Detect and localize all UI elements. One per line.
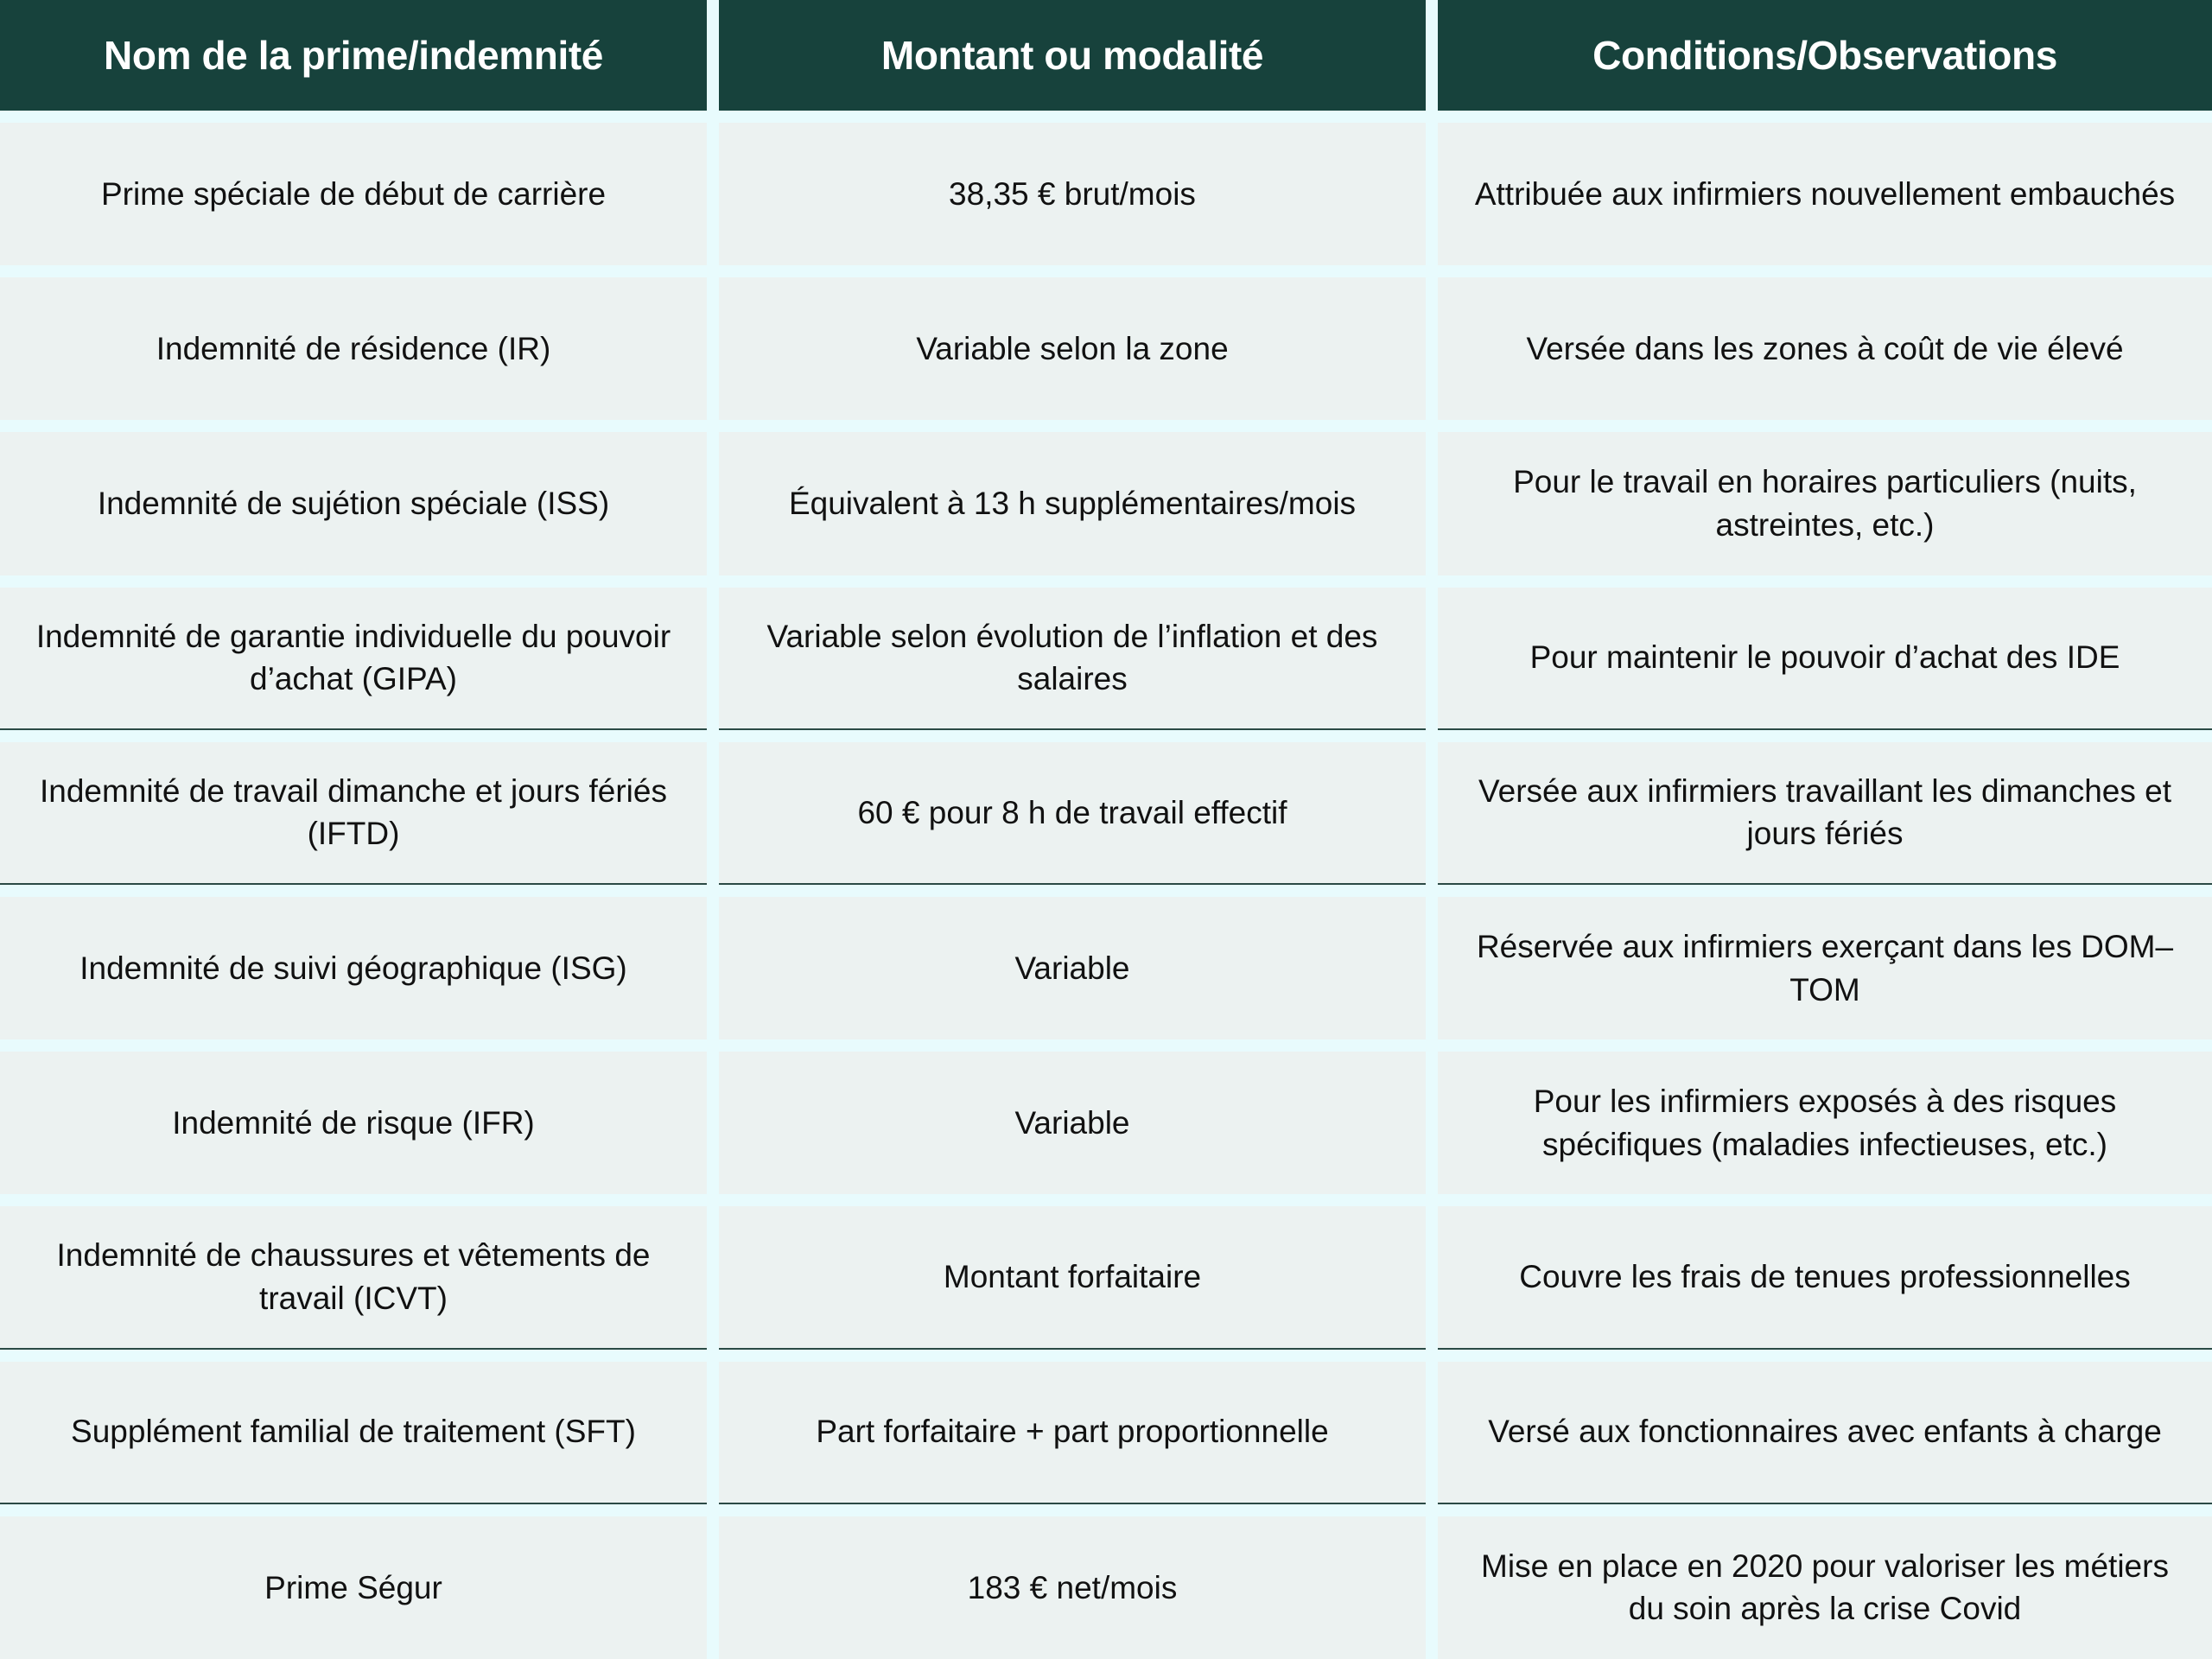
cell-nom-prime: Indemnité de résidence (IR) [0,277,707,420]
cell-montant: Équivalent à 13 h supplémentaires/mois [719,432,1426,575]
cell-conditions: Pour les infirmiers exposés à des risques spécifiques (maladies infectieuses, etc.) [1438,1052,2212,1194]
table-row [0,1206,2212,1349]
cell-montant: 183 € net/mois [719,1516,1426,1659]
cell-conditions: Réservée aux infirmiers exerçant dans les DOM–TOM [1438,897,2212,1039]
cell-conditions: Mise en place en 2020 pour valoriser les métiers du soin après la crise Covid [1438,1516,2212,1659]
cell-montant: Variable selon la zone [719,277,1426,420]
table-row [0,123,2212,265]
cell-conditions: Attribuée aux infirmiers nouvellement embauchés [1438,123,2212,265]
cell-conditions: Versée dans les zones à coût de vie élevé [1438,277,2212,420]
cell-nom-prime: Indemnité de suivi géographique (ISG) [0,897,707,1039]
cell-conditions: Versée aux infirmiers travaillant les dimanches et jours fériés [1438,742,2212,885]
cell-nom-prime: Prime spéciale de début de carrière [0,123,707,265]
table-row [0,277,2212,420]
cell-nom-prime: Indemnité de chaussures et vêtements de travail (ICVT) [0,1206,707,1349]
cell-conditions: Versé aux fonctionnaires avec enfants à charge [1438,1362,2212,1504]
cell-nom-prime: Indemnité de garantie individuelle du pouvoir d’achat (GIPA) [0,588,707,730]
table-header-row [0,0,2212,111]
cell-conditions: Pour maintenir le pouvoir d’achat des IDE [1438,588,2212,730]
cell-nom-prime: Indemnité de travail dimanche et jours fériés (IFTD) [0,742,707,885]
table-body [0,123,2212,1659]
cell-nom-prime: Supplément familial de traitement (SFT) [0,1362,707,1504]
column-header-montant: Montant ou modalité [719,0,1426,111]
table-row [0,432,2212,575]
table-row [0,588,2212,730]
cell-nom-prime: Indemnité de risque (IFR) [0,1052,707,1194]
table-row [0,742,2212,885]
column-header-conditions: Conditions/Observations [1438,0,2212,111]
cell-montant: 38,35 € brut/mois [719,123,1426,265]
table-row [0,1516,2212,1659]
table-row [0,1362,2212,1504]
cell-montant: Part forfaitaire + part proportionnelle [719,1362,1426,1504]
cell-montant: Variable [719,897,1426,1039]
cell-montant: Montant forfaitaire [719,1206,1426,1349]
column-header-nom: Nom de la prime/indemnité [0,0,707,111]
cell-nom-prime: Indemnité de sujétion spéciale (ISS) [0,432,707,575]
cell-conditions: Couvre les frais de tenues professionnelles [1438,1206,2212,1349]
cell-nom-prime: Prime Ségur [0,1516,707,1659]
cell-montant: Variable [719,1052,1426,1194]
cell-conditions: Pour le travail en horaires particuliers (nuits, astreintes, etc.) [1438,432,2212,575]
cell-montant: 60 € pour 8 h de travail effectif [719,742,1426,885]
table-row [0,1052,2212,1194]
cell-montant: Variable selon évolution de l’inflation et des salaires [719,588,1426,730]
table-row [0,897,2212,1039]
